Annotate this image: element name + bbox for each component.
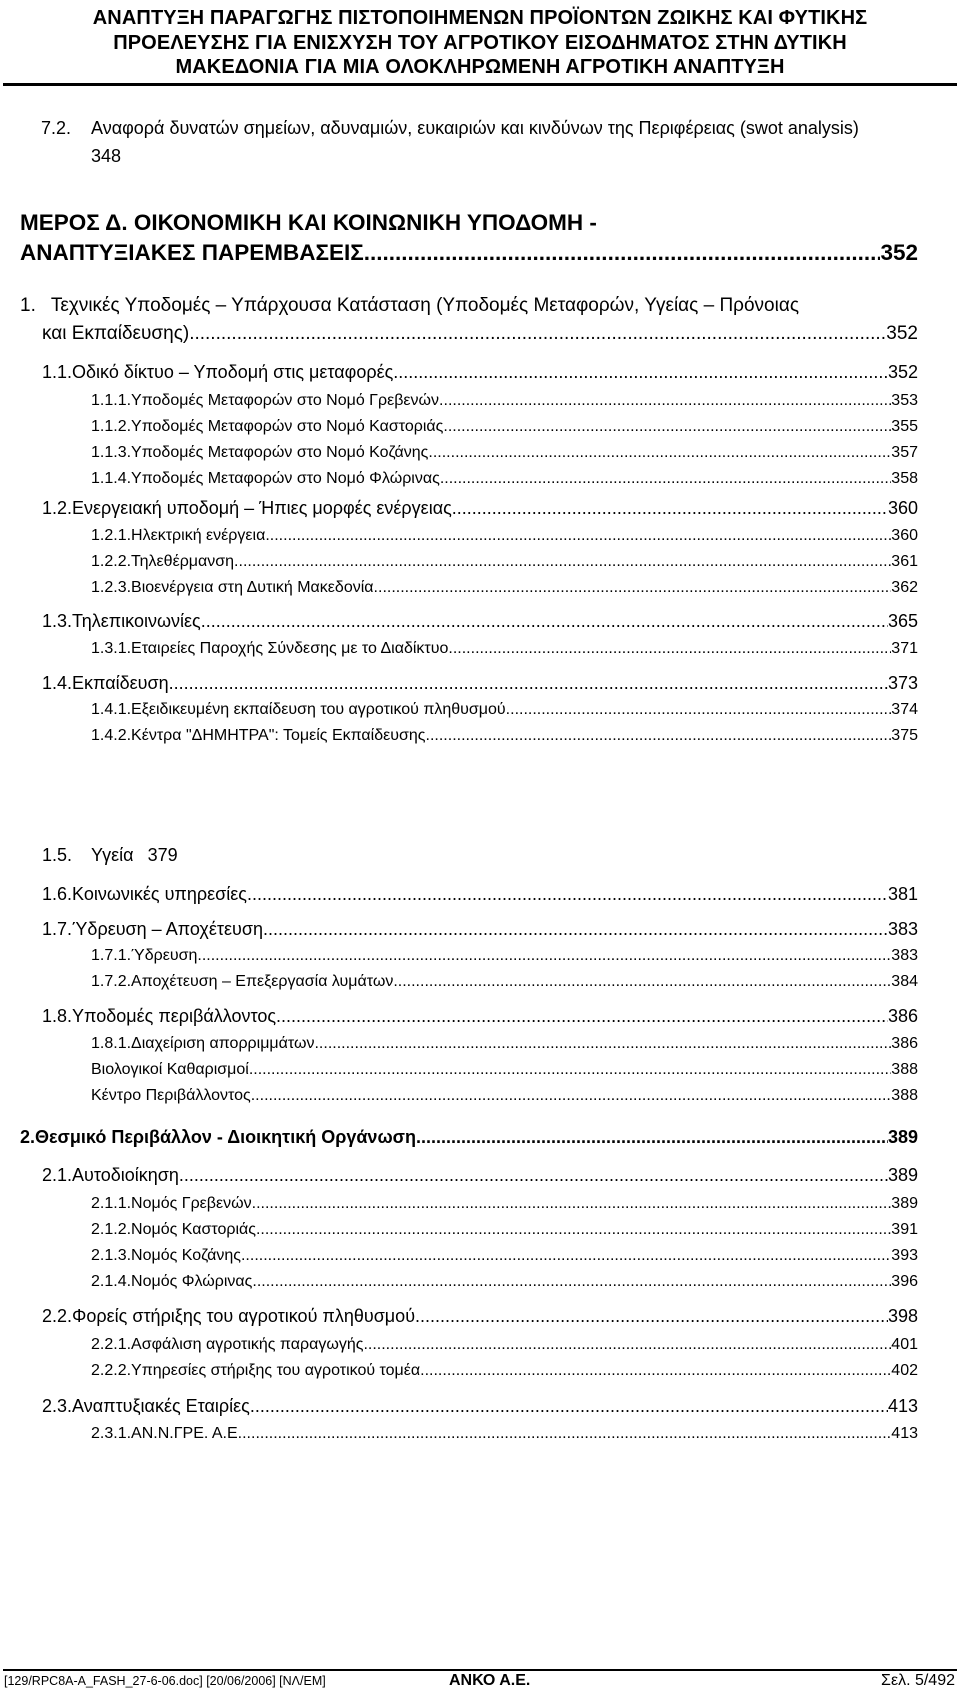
toc-title: Υποδομές Μεταφορών στο Νομό Φλώρινας [131,470,440,487]
toc-page: 362 [891,579,918,596]
footer-page-number: Σελ. 5/492 [881,1672,955,1689]
dot-leader [426,727,892,745]
toc-entry[interactable] [91,527,918,545]
dot-leader [428,444,891,462]
toc-title: Υποδομές Μεταφορών στο Νομό Γρεβενών [131,392,440,409]
toc-title: Υποδομές Μεταφορών στο Νομό Καστοριάς [131,418,444,435]
toc-title: Νομός Φλώρινας [131,1273,253,1290]
toc-title: ΑΝ.Ν.ΓΡΕ. Α.Ε. [131,1425,243,1442]
toc-title: Εξειδικευμένη εκπαίδευση του αγροτικού πληθυσμού [131,701,506,718]
toc-title: Νομός Κοζάνης [131,1247,241,1264]
toc-number: 1. [20,295,36,316]
toc-page: 360 [887,498,918,518]
toc-title: Θεσμικό Περιβάλλον - Διοικητική Οργάνωση [35,1127,416,1147]
toc-page: 393 [891,1247,918,1264]
toc-page: 373 [887,673,918,693]
dot-leader [416,1127,888,1148]
dot-leader [263,919,888,940]
toc-title: Αυτοδιοίκηση [72,1165,179,1185]
toc-number: 1.7. [42,919,73,939]
toc-entry[interactable] [42,611,918,632]
toc-page: 365 [887,611,918,631]
toc-number: 1.1.4. [91,470,132,487]
toc-entry[interactable] [91,1247,918,1265]
toc-entry[interactable] [91,470,918,488]
toc-page: 384 [891,973,918,990]
toc-title: Νομός Καστοριάς [131,1221,256,1238]
toc-number: 2.3.1. [91,1425,132,1442]
dot-leader [439,392,891,410]
toc-title: Υπηρεσίες στήριξης του αγροτικού τομέα [131,1362,421,1379]
toc-entry[interactable] [91,973,918,991]
toc-entry[interactable] [91,701,918,719]
toc-title: Κέντρα "ΔΗΜΗΤΡΑ": Τομείς Εκπαίδευσης [131,727,426,744]
dot-leader [393,362,888,383]
toc-entry[interactable] [91,579,918,597]
toc-page: 388 [891,1087,918,1104]
toc-title: Ύδρευση – Αποχέτευση [72,919,263,939]
toc-page: 352 [887,362,918,382]
toc-entry-1[interactable] [20,295,799,317]
toc-number: 1.3. [42,611,73,631]
footer-rule [3,1669,957,1671]
toc-page: 413 [887,1396,918,1416]
toc-number: 1.2.3. [91,579,132,596]
toc-entry[interactable] [42,1006,918,1027]
toc-entry[interactable] [42,362,918,383]
toc-page: 355 [891,418,918,435]
toc-page: 360 [891,527,918,544]
toc-title: Κέντρο Περιβάλλοντος [91,1087,251,1104]
dot-leader [314,1035,891,1053]
toc-number: 1.2.1. [91,527,132,544]
dot-leader [420,1362,891,1380]
toc-title: Τηλεθέρμανση [131,553,235,570]
toc-entry[interactable] [91,1425,918,1443]
dot-leader [234,553,891,571]
toc-title: Κοινωνικές υπηρεσίες [72,884,247,904]
toc-number: 1.4. [42,673,73,693]
toc-page: 379 [147,845,178,865]
toc-page: 352 [880,240,918,265]
toc-entry[interactable] [42,673,918,694]
toc-title: Φορείς στήριξης του αγροτικού πληθυσμού [72,1306,416,1326]
toc-number: 2. [20,1127,36,1147]
toc-page: 383 [891,947,918,964]
toc-entry[interactable] [91,1362,918,1380]
dot-leader [393,973,891,991]
header-line-2: ΠΡΟΕΛΕΥΣΗΣ ΓΙΑ ΕΝΙΣΧΥΣΗ ΤΟΥ ΑΓΡΟΤΙΚΟΥ ΕΙΣΟΔΗΜΑΤΟΣ ΣΤΗΝ ΔΥΤΙΚΗ [113,31,847,54]
dot-leader [252,1273,891,1291]
toc-title: Ασφάλιση αγροτικής παραγωγής [131,1336,364,1353]
toc-title: Βιοενέργεια στη Δυτική Μακεδονία [131,579,374,596]
toc-entry[interactable] [91,1087,918,1105]
toc-number: 1.2. [42,498,73,518]
toc-title: Εταιρείες Παροχής Σύνδεσης με το Διαδίκτυο [131,640,449,657]
toc-entry[interactable] [91,947,918,965]
dot-leader [201,611,888,632]
toc-number: 2.1.4. [91,1273,132,1290]
toc-title: Τεχνικές Υποδομές – Υπάρχουσα Κατάσταση (Υποδομές Μεταφορών, Υγείας – Πρόνοιας [50,295,799,316]
toc-entry[interactable] [42,884,918,905]
toc-title: Υποδομές Μεταφορών στο Νομό Κοζάνης [131,444,429,461]
toc-title: Ύδρευση [131,947,198,964]
toc-title: Αποχέτευση – Επεξεργασία λυμάτων [131,973,394,990]
dot-leader [506,701,892,719]
toc-page: 374 [891,701,918,718]
toc-title: Αναπτυξιακές Εταιρίες [72,1396,250,1416]
toc-page: 413 [891,1425,918,1442]
toc-entry[interactable] [42,1165,918,1186]
toc-page: 357 [891,444,918,461]
toc-page: 396 [891,1273,918,1290]
toc-page: 375 [891,727,918,744]
toc-title: Οδικό δίκτυο – Υποδομή στις μεταφορές [72,362,394,382]
footer-file-info: [129/RPC8A-A_FASH_27-6-06.doc] [20/06/2006] [ΝΛ/ΕΜ] [4,1674,326,1688]
dot-leader [189,323,886,345]
toc-title: Νομός Γρεβενών [131,1195,252,1212]
toc-entry-1-5[interactable] [42,845,178,866]
toc-number: 1.7.1. [91,947,132,964]
toc-number: 1.2.2. [91,553,132,570]
toc-page: 402 [891,1362,918,1379]
toc-page: 353 [891,392,918,409]
dot-leader [452,498,888,519]
toc-number: 1.4.2. [91,727,132,744]
toc-number: 1.1.1. [91,392,132,409]
toc-entry[interactable] [42,1306,918,1327]
toc-title: Τηλεπικοινωνίες [72,611,201,631]
toc-page: 348 [91,146,122,166]
header-rule [3,83,957,86]
dot-leader [256,1221,891,1239]
toc-number: 1.6. [42,884,73,904]
toc-entry-1-cont[interactable] [42,323,918,345]
toc-entry[interactable] [91,1273,918,1291]
toc-number: 1.8. [42,1006,73,1026]
dot-leader [276,1006,888,1027]
footer-company: ΑΝΚΟ Α.Ε. [449,1672,531,1689]
part-d-title-line-2: ΑΝΑΠΤΥΞΙΑΚΕΣ ΠΑΡΕΜΒΑΣΕΙΣ [20,240,364,265]
document-footer [0,1672,960,1691]
toc-page: 389 [887,1165,918,1185]
toc-number: 1.1.3. [91,444,132,461]
toc-entry[interactable] [91,640,918,658]
dot-leader [265,527,891,545]
toc-entry[interactable] [91,392,918,410]
toc-number: 2.2. [42,1306,73,1326]
toc-page: 398 [887,1306,918,1326]
toc-page: 361 [891,553,918,570]
toc-number: 2.1.3. [91,1247,132,1264]
dot-leader [179,1165,888,1186]
toc-page: 401 [891,1336,918,1353]
part-d-title-line-1[interactable]: ΜΕΡΟΣ Δ. ΟΙΚΟΝΟΜΙΚΗ ΚΑΙ ΚΟΙΝΩΝΙΚΗ ΥΠΟΔΟΜΗ - [20,210,597,235]
toc-entry[interactable] [91,1035,918,1053]
toc-number: 1.3.1. [91,640,132,657]
toc-number: 1.4.1. [91,701,132,718]
toc-page: 383 [887,919,918,939]
toc-title: Υποδομές περιβάλλοντος [72,1006,277,1026]
toc-entry[interactable] [42,1396,918,1417]
toc-entry-part-d[interactable] [20,240,918,266]
toc-entry[interactable] [91,444,918,462]
toc-number: 2.1.1. [91,1195,132,1212]
toc-entry[interactable] [91,1061,918,1079]
toc-page: 389 [891,1195,918,1212]
dot-leader [363,1336,891,1354]
dot-leader [247,884,888,905]
toc-number: 1.8.1. [91,1035,132,1052]
document-header [0,6,960,80]
toc-page: 391 [891,1221,918,1238]
dot-leader [250,1396,888,1417]
dot-leader [448,640,891,658]
dot-leader [197,947,891,965]
toc-number: 2.1. [42,1165,73,1185]
toc-number: 1.5. [42,845,73,865]
toc-entry[interactable] [91,1336,918,1354]
toc-entry-7-2[interactable] [41,118,859,139]
dot-leader [415,1306,888,1327]
dot-leader [364,240,881,266]
toc-page: 389 [887,1127,918,1147]
dot-leader [252,1195,892,1213]
toc-title: Υγεία [91,845,134,865]
toc-entry[interactable] [91,553,918,571]
toc-entry[interactable] [91,418,918,436]
toc-number: 1.1.2. [91,418,132,435]
toc-entry[interactable] [91,1221,918,1239]
toc-number: 2.2.1. [91,1336,132,1353]
toc-entry[interactable] [91,1195,918,1213]
toc-page: 381 [887,884,918,904]
dot-leader [251,1087,892,1105]
toc-entry[interactable] [20,1127,918,1148]
toc-page: 358 [891,470,918,487]
dot-leader [169,673,888,694]
toc-title: Βιολογικοί Καθαρισμοί [91,1061,249,1078]
toc-page: 386 [887,1006,918,1026]
toc-number: 2.1.2. [91,1221,132,1238]
toc-number: 1.7.2. [91,973,132,990]
toc-page: 388 [891,1061,918,1078]
dot-leader [374,579,892,597]
toc-title: Αναφορά δυνατών σημείων, αδυναμιών, ευκαιριών και κινδύνων της Περιφέρειας (swot analysis) [91,118,859,138]
dot-leader [242,1425,891,1443]
header-line-3: ΜΑΚΕΔΟΝΙΑ ΓΙΑ ΜΙΑ ΟΛΟΚΛΗΡΩΜΕΝΗ ΑΓΡΟΤΙΚΗ ΑΝΑΠΤΥΞΗ [175,56,785,78]
toc-number: 2.3. [42,1396,73,1416]
toc-title: Ηλεκτρική ενέργεια [131,527,266,544]
toc-entry[interactable] [42,919,918,940]
header-line-1: ΑΝΑΠΤΥΞΗ ΠΑΡΑΓΩΓΗΣ ΠΙΣΤΟΠΟΙΗΜΕΝΩΝ ΠΡΟΪΟΝΤΩΝ ΖΩΙΚΗΣ ΚΑΙ ΦΥΤΙΚΗΣ [92,7,868,29]
dot-leader [443,418,891,436]
dot-leader [249,1061,891,1079]
toc-page: 386 [891,1035,918,1052]
toc-page: 352 [886,323,918,344]
toc-title: Διαχείριση απορριμμάτων [131,1035,315,1052]
toc-title: Εκπαίδευση [72,673,169,693]
toc-number: 1.1. [42,362,73,382]
toc-number: 2.2.2. [91,1362,132,1379]
toc-number: 7.2. [41,118,72,138]
toc-page: 371 [891,640,918,657]
toc-title: Ενεργειακή υποδομή – Ήπιες μορφές ενέργειας [72,498,452,518]
toc-entry[interactable] [42,498,918,519]
toc-title: και Εκπαίδευσης) [42,323,190,344]
dot-leader [440,470,891,488]
dot-leader [241,1247,891,1265]
toc-entry[interactable] [91,727,918,745]
